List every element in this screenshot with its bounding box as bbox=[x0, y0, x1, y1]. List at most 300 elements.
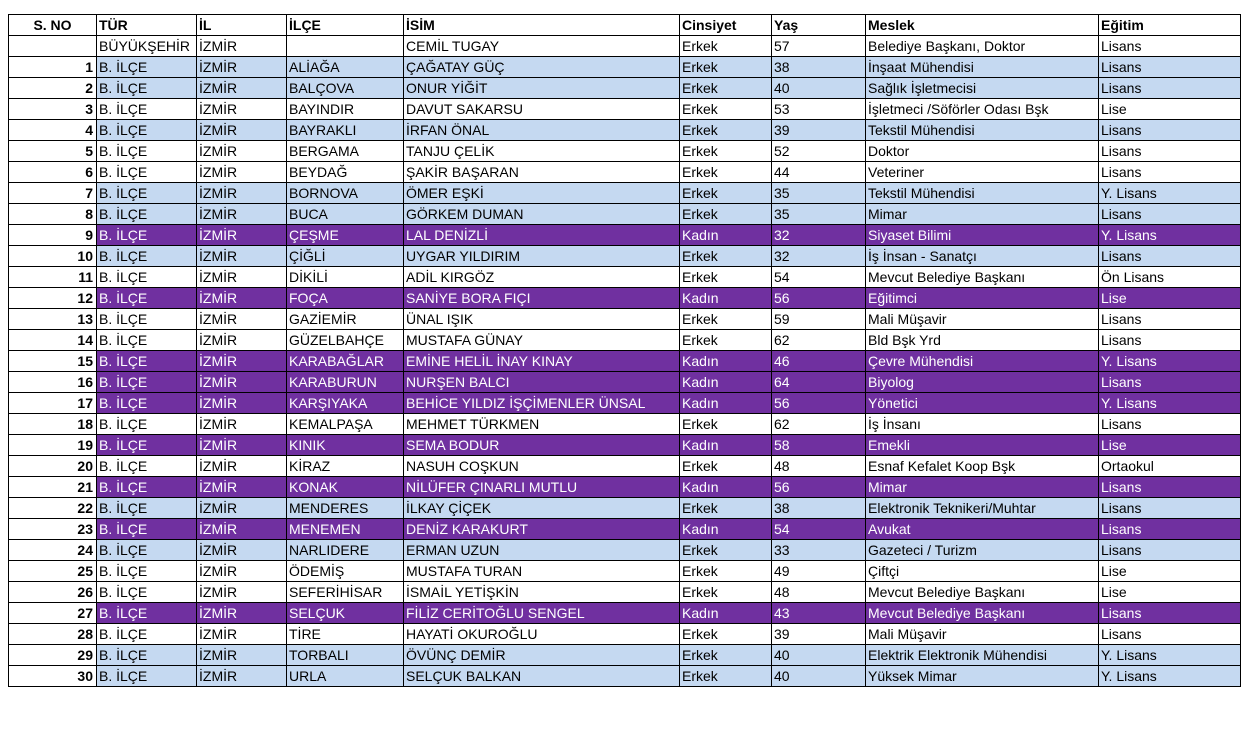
cell-isim[interactable]: ONUR YİĞİT bbox=[404, 78, 680, 99]
cell-il[interactable]: İZMİR bbox=[197, 519, 287, 540]
cell-s-no[interactable]: 5 bbox=[9, 141, 97, 162]
cell-cinsiyet[interactable]: Erkek bbox=[680, 561, 772, 582]
cell-s-no[interactable]: 18 bbox=[9, 414, 97, 435]
cell-ilce[interactable]: KARABAĞLAR bbox=[287, 351, 404, 372]
cell-egitim[interactable]: Y. Lisans bbox=[1099, 225, 1241, 246]
cell-isim[interactable]: ADİL KIRGÖZ bbox=[404, 267, 680, 288]
cell-cinsiyet[interactable]: Erkek bbox=[680, 645, 772, 666]
cell-tur[interactable]: BÜYÜKŞEHİR bbox=[97, 36, 197, 57]
cell-meslek[interactable]: Elektronik Teknikeri/Muhtar bbox=[866, 498, 1099, 519]
cell-egitim[interactable]: Lisans bbox=[1099, 624, 1241, 645]
candidates-table bbox=[8, 14, 1241, 687]
cell-yas[interactable]: 48 bbox=[772, 456, 866, 477]
cell-isim[interactable]: SELÇUK BALKAN bbox=[404, 666, 680, 687]
cell-isim[interactable]: DAVUT SAKARSU bbox=[404, 99, 680, 120]
cell-egitim[interactable]: Lisans bbox=[1099, 477, 1241, 498]
cell-cinsiyet[interactable]: Erkek bbox=[680, 267, 772, 288]
cell-meslek[interactable]: Avukat bbox=[866, 519, 1099, 540]
cell-tur[interactable]: B. İLÇE bbox=[97, 141, 197, 162]
cell-meslek[interactable]: İş İnsan - Sanatçı bbox=[866, 246, 1099, 267]
cell-il[interactable]: İZMİR bbox=[197, 645, 287, 666]
cell-egitim[interactable]: Lisans bbox=[1099, 120, 1241, 141]
cell-isim[interactable]: NURŞEN BALCI bbox=[404, 372, 680, 393]
cell-tur[interactable]: B. İLÇE bbox=[97, 309, 197, 330]
cell-cinsiyet[interactable]: Erkek bbox=[680, 624, 772, 645]
header-egitim: Eğitim bbox=[1099, 15, 1241, 36]
cell-isim[interactable]: İRFAN ÖNAL bbox=[404, 120, 680, 141]
cell-isim[interactable]: ÜNAL IŞIK bbox=[404, 309, 680, 330]
cell-meslek[interactable]: Siyaset Bilimi bbox=[866, 225, 1099, 246]
cell-s-no[interactable]: 6 bbox=[9, 162, 97, 183]
table-row bbox=[9, 351, 1241, 372]
cell-tur[interactable]: B. İLÇE bbox=[97, 351, 197, 372]
cell-cinsiyet[interactable]: Erkek bbox=[680, 162, 772, 183]
cell-ilce[interactable]: KEMALPAŞA bbox=[287, 414, 404, 435]
cell-yas[interactable]: 56 bbox=[772, 393, 866, 414]
cell-tur[interactable]: B. İLÇE bbox=[97, 561, 197, 582]
cell-meslek[interactable]: Mali Müşavir bbox=[866, 309, 1099, 330]
cell-egitim[interactable]: Ortaokul bbox=[1099, 456, 1241, 477]
cell-yas[interactable]: 49 bbox=[772, 561, 866, 582]
cell-il[interactable]: İZMİR bbox=[197, 498, 287, 519]
cell-ilce[interactable]: BAYRAKLI bbox=[287, 120, 404, 141]
cell-s-no[interactable]: 26 bbox=[9, 582, 97, 603]
cell-il[interactable]: İZMİR bbox=[197, 99, 287, 120]
cell-ilce[interactable]: BAYINDIR bbox=[287, 99, 404, 120]
cell-s-no[interactable]: 2 bbox=[9, 78, 97, 99]
cell-ilce[interactable]: SEFERİHİSAR bbox=[287, 582, 404, 603]
cell-yas[interactable]: 33 bbox=[772, 540, 866, 561]
cell-s-no[interactable]: 9 bbox=[9, 225, 97, 246]
cell-meslek[interactable]: Mevcut Belediye Başkanı bbox=[866, 267, 1099, 288]
cell-meslek[interactable]: Gazeteci / Turizm bbox=[866, 540, 1099, 561]
cell-meslek[interactable]: Yüksek Mimar bbox=[866, 666, 1099, 687]
table-row bbox=[9, 246, 1241, 267]
cell-s-no[interactable]: 29 bbox=[9, 645, 97, 666]
cell-ilce[interactable]: BALÇOVA bbox=[287, 78, 404, 99]
cell-isim[interactable]: DENİZ KARAKURT bbox=[404, 519, 680, 540]
cell-meslek[interactable]: Mevcut Belediye Başkanı bbox=[866, 582, 1099, 603]
cell-yas[interactable]: 54 bbox=[772, 267, 866, 288]
cell-il[interactable]: İZMİR bbox=[197, 372, 287, 393]
cell-ilce[interactable] bbox=[287, 36, 404, 57]
cell-cinsiyet[interactable]: Erkek bbox=[680, 204, 772, 225]
cell-tur[interactable]: B. İLÇE bbox=[97, 498, 197, 519]
cell-isim[interactable]: SANİYE BORA FIÇI bbox=[404, 288, 680, 309]
cell-s-no[interactable]: 15 bbox=[9, 351, 97, 372]
cell-isim[interactable]: TANJU ÇELİK bbox=[404, 141, 680, 162]
cell-il[interactable]: İZMİR bbox=[197, 162, 287, 183]
cell-ilce[interactable]: BEYDAĞ bbox=[287, 162, 404, 183]
cell-egitim[interactable]: Lisans bbox=[1099, 36, 1241, 57]
cell-egitim[interactable]: Lisans bbox=[1099, 414, 1241, 435]
cell-cinsiyet[interactable]: Kadın bbox=[680, 393, 772, 414]
cell-meslek[interactable]: Mimar bbox=[866, 204, 1099, 225]
cell-yas[interactable]: 40 bbox=[772, 78, 866, 99]
cell-isim[interactable]: CEMİL TUGAY bbox=[404, 36, 680, 57]
cell-tur[interactable]: B. İLÇE bbox=[97, 330, 197, 351]
cell-s-no[interactable]: 4 bbox=[9, 120, 97, 141]
cell-s-no[interactable]: 27 bbox=[9, 603, 97, 624]
cell-ilce[interactable]: KİRAZ bbox=[287, 456, 404, 477]
cell-meslek[interactable]: Belediye Başkanı, Doktor bbox=[866, 36, 1099, 57]
cell-yas[interactable]: 62 bbox=[772, 414, 866, 435]
cell-egitim[interactable]: Lise bbox=[1099, 288, 1241, 309]
table-row bbox=[9, 99, 1241, 120]
cell-cinsiyet[interactable]: Erkek bbox=[680, 666, 772, 687]
cell-s-no[interactable]: 30 bbox=[9, 666, 97, 687]
cell-egitim[interactable]: Y. Lisans bbox=[1099, 645, 1241, 666]
cell-yas[interactable]: 38 bbox=[772, 498, 866, 519]
cell-il[interactable]: İZMİR bbox=[197, 477, 287, 498]
cell-yas[interactable]: 58 bbox=[772, 435, 866, 456]
cell-tur[interactable]: B. İLÇE bbox=[97, 414, 197, 435]
cell-ilce[interactable]: NARLIDERE bbox=[287, 540, 404, 561]
cell-isim[interactable]: MUSTAFA TURAN bbox=[404, 561, 680, 582]
cell-il[interactable]: İZMİR bbox=[197, 309, 287, 330]
cell-il[interactable]: İZMİR bbox=[197, 57, 287, 78]
cell-meslek[interactable]: Mali Müşavir bbox=[866, 624, 1099, 645]
cell-s-no[interactable]: 3 bbox=[9, 99, 97, 120]
cell-meslek[interactable]: Sağlık İşletmecisi bbox=[866, 78, 1099, 99]
header-row bbox=[9, 15, 1241, 36]
cell-yas[interactable]: 52 bbox=[772, 141, 866, 162]
cell-isim[interactable]: NASUH COŞKUN bbox=[404, 456, 680, 477]
cell-cinsiyet[interactable]: Erkek bbox=[680, 540, 772, 561]
cell-meslek[interactable]: Mimar bbox=[866, 477, 1099, 498]
cell-yas[interactable]: 43 bbox=[772, 603, 866, 624]
cell-tur[interactable]: B. İLÇE bbox=[97, 666, 197, 687]
table-row bbox=[9, 561, 1241, 582]
cell-s-no[interactable]: 25 bbox=[9, 561, 97, 582]
cell-isim[interactable]: NİLÜFER ÇINARLI MUTLU bbox=[404, 477, 680, 498]
cell-il[interactable]: İZMİR bbox=[197, 36, 287, 57]
cell-cinsiyet[interactable]: Kadın bbox=[680, 372, 772, 393]
cell-tur[interactable]: B. İLÇE bbox=[97, 624, 197, 645]
cell-ilce[interactable]: ÖDEMİŞ bbox=[287, 561, 404, 582]
cell-il[interactable]: İZMİR bbox=[197, 78, 287, 99]
header-cinsiyet: Cinsiyet bbox=[680, 15, 772, 36]
cell-cinsiyet[interactable]: Kadın bbox=[680, 225, 772, 246]
cell-meslek[interactable]: Tekstil Mühendisi bbox=[866, 183, 1099, 204]
cell-egitim[interactable]: Lisans bbox=[1099, 540, 1241, 561]
cell-s-no[interactable] bbox=[9, 36, 97, 57]
cell-tur[interactable]: B. İLÇE bbox=[97, 162, 197, 183]
cell-cinsiyet[interactable]: Erkek bbox=[680, 120, 772, 141]
cell-cinsiyet[interactable]: Erkek bbox=[680, 57, 772, 78]
cell-meslek[interactable]: Mevcut Belediye Başkanı bbox=[866, 603, 1099, 624]
cell-il[interactable]: İZMİR bbox=[197, 141, 287, 162]
cell-il[interactable]: İZMİR bbox=[197, 267, 287, 288]
header-il: İL bbox=[197, 15, 287, 36]
cell-ilce[interactable]: GAZİEMİR bbox=[287, 309, 404, 330]
cell-cinsiyet[interactable]: Erkek bbox=[680, 99, 772, 120]
cell-egitim[interactable]: Y. Lisans bbox=[1099, 393, 1241, 414]
cell-s-no[interactable]: 22 bbox=[9, 498, 97, 519]
cell-tur[interactable]: B. İLÇE bbox=[97, 204, 197, 225]
cell-s-no[interactable]: 23 bbox=[9, 519, 97, 540]
cell-ilce[interactable]: MENEMEN bbox=[287, 519, 404, 540]
cell-tur[interactable]: B. İLÇE bbox=[97, 435, 197, 456]
cell-tur[interactable]: B. İLÇE bbox=[97, 225, 197, 246]
cell-ilce[interactable]: KARŞIYAKA bbox=[287, 393, 404, 414]
cell-tur[interactable]: B. İLÇE bbox=[97, 456, 197, 477]
cell-egitim[interactable]: Y. Lisans bbox=[1099, 183, 1241, 204]
table-row bbox=[9, 78, 1241, 99]
cell-s-no[interactable]: 24 bbox=[9, 540, 97, 561]
cell-s-no[interactable]: 14 bbox=[9, 330, 97, 351]
cell-egitim[interactable]: Lisans bbox=[1099, 162, 1241, 183]
cell-s-no[interactable]: 12 bbox=[9, 288, 97, 309]
table-row bbox=[9, 57, 1241, 78]
cell-yas[interactable]: 40 bbox=[772, 645, 866, 666]
cell-meslek[interactable]: Elektrik Elektronik Mühendisi bbox=[866, 645, 1099, 666]
cell-egitim[interactable]: Lisans bbox=[1099, 603, 1241, 624]
cell-ilce[interactable]: TORBALI bbox=[287, 645, 404, 666]
cell-isim[interactable]: ÖVÜNÇ DEMİR bbox=[404, 645, 680, 666]
cell-egitim[interactable]: Lisans bbox=[1099, 141, 1241, 162]
cell-egitim[interactable]: Lise bbox=[1099, 435, 1241, 456]
cell-egitim[interactable]: Lisans bbox=[1099, 498, 1241, 519]
cell-yas[interactable]: 39 bbox=[772, 120, 866, 141]
cell-meslek[interactable]: Bld Bşk Yrd bbox=[866, 330, 1099, 351]
cell-egitim[interactable]: Lisans bbox=[1099, 372, 1241, 393]
cell-cinsiyet[interactable]: Erkek bbox=[680, 246, 772, 267]
cell-egitim[interactable]: Lisans bbox=[1099, 204, 1241, 225]
cell-tur[interactable]: B. İLÇE bbox=[97, 120, 197, 141]
cell-cinsiyet[interactable]: Kadın bbox=[680, 477, 772, 498]
cell-isim[interactable]: EMİNE HELİL İNAY KINAY bbox=[404, 351, 680, 372]
cell-ilce[interactable]: BUCA bbox=[287, 204, 404, 225]
cell-il[interactable]: İZMİR bbox=[197, 624, 287, 645]
cell-yas[interactable]: 53 bbox=[772, 99, 866, 120]
cell-isim[interactable]: LAL DENİZLİ bbox=[404, 225, 680, 246]
cell-meslek[interactable]: İnşaat Mühendisi bbox=[866, 57, 1099, 78]
cell-ilce[interactable]: BERGAMA bbox=[287, 141, 404, 162]
cell-s-no[interactable]: 16 bbox=[9, 372, 97, 393]
cell-ilce[interactable]: ÇEŞME bbox=[287, 225, 404, 246]
cell-tur[interactable]: B. İLÇE bbox=[97, 477, 197, 498]
cell-isim[interactable]: ŞAKİR BAŞARAN bbox=[404, 162, 680, 183]
cell-il[interactable]: İZMİR bbox=[197, 246, 287, 267]
cell-cinsiyet[interactable]: Erkek bbox=[680, 582, 772, 603]
cell-il[interactable]: İZMİR bbox=[197, 603, 287, 624]
cell-ilce[interactable]: KINIK bbox=[287, 435, 404, 456]
cell-egitim[interactable]: Lisans bbox=[1099, 309, 1241, 330]
cell-isim[interactable]: SEMA BODUR bbox=[404, 435, 680, 456]
cell-il[interactable]: İZMİR bbox=[197, 288, 287, 309]
cell-il[interactable]: İZMİR bbox=[197, 330, 287, 351]
cell-il[interactable]: İZMİR bbox=[197, 120, 287, 141]
cell-yas[interactable]: 59 bbox=[772, 309, 866, 330]
cell-yas[interactable]: 38 bbox=[772, 57, 866, 78]
cell-cinsiyet[interactable]: Kadın bbox=[680, 435, 772, 456]
cell-tur[interactable]: B. İLÇE bbox=[97, 540, 197, 561]
cell-yas[interactable]: 48 bbox=[772, 582, 866, 603]
cell-cinsiyet[interactable]: Erkek bbox=[680, 456, 772, 477]
cell-isim[interactable]: ERMAN UZUN bbox=[404, 540, 680, 561]
table-row bbox=[9, 456, 1241, 477]
cell-il[interactable]: İZMİR bbox=[197, 582, 287, 603]
cell-cinsiyet[interactable]: Kadın bbox=[680, 351, 772, 372]
cell-cinsiyet[interactable]: Kadın bbox=[680, 519, 772, 540]
cell-egitim[interactable]: Y. Lisans bbox=[1099, 666, 1241, 687]
cell-meslek[interactable]: Veteriner bbox=[866, 162, 1099, 183]
cell-yas[interactable]: 56 bbox=[772, 288, 866, 309]
cell-yas[interactable]: 62 bbox=[772, 330, 866, 351]
cell-cinsiyet[interactable]: Erkek bbox=[680, 498, 772, 519]
table-row bbox=[9, 267, 1241, 288]
cell-isim[interactable]: FİLİZ CERİTOĞLU SENGEL bbox=[404, 603, 680, 624]
cell-tur[interactable]: B. İLÇE bbox=[97, 372, 197, 393]
cell-egitim[interactable]: Lise bbox=[1099, 99, 1241, 120]
cell-ilce[interactable]: ÇİĞLİ bbox=[287, 246, 404, 267]
cell-s-no[interactable]: 8 bbox=[9, 204, 97, 225]
cell-cinsiyet[interactable]: Erkek bbox=[680, 309, 772, 330]
cell-s-no[interactable]: 28 bbox=[9, 624, 97, 645]
cell-tur[interactable]: B. İLÇE bbox=[97, 393, 197, 414]
cell-isim[interactable]: İSMAİL YETİŞKİN bbox=[404, 582, 680, 603]
cell-ilce[interactable]: KARABURUN bbox=[287, 372, 404, 393]
cell-meslek[interactable]: Tekstil Mühendisi bbox=[866, 120, 1099, 141]
table-row bbox=[9, 393, 1241, 414]
cell-meslek[interactable]: Biyolog bbox=[866, 372, 1099, 393]
table-row bbox=[9, 540, 1241, 561]
cell-cinsiyet[interactable]: Kadın bbox=[680, 603, 772, 624]
cell-meslek[interactable]: Eğitimci bbox=[866, 288, 1099, 309]
cell-egitim[interactable]: Lisans bbox=[1099, 78, 1241, 99]
cell-yas[interactable]: 56 bbox=[772, 477, 866, 498]
cell-egitim[interactable]: Lisans bbox=[1099, 330, 1241, 351]
cell-yas[interactable]: 64 bbox=[772, 372, 866, 393]
cell-yas[interactable]: 32 bbox=[772, 225, 866, 246]
cell-s-no[interactable]: 20 bbox=[9, 456, 97, 477]
cell-il[interactable]: İZMİR bbox=[197, 183, 287, 204]
cell-isim[interactable]: BEHİCE YILDIZ İŞÇİMENLER ÜNSAL bbox=[404, 393, 680, 414]
cell-isim[interactable]: UYGAR YILDIRIM bbox=[404, 246, 680, 267]
cell-egitim[interactable]: Ön Lisans bbox=[1099, 267, 1241, 288]
cell-tur[interactable]: B. İLÇE bbox=[97, 519, 197, 540]
cell-tur[interactable]: B. İLÇE bbox=[97, 246, 197, 267]
cell-cinsiyet[interactable]: Erkek bbox=[680, 141, 772, 162]
cell-ilce[interactable]: ALİAĞA bbox=[287, 57, 404, 78]
cell-isim[interactable]: ÖMER EŞKİ bbox=[404, 183, 680, 204]
cell-cinsiyet[interactable]: Erkek bbox=[680, 78, 772, 99]
cell-il[interactable]: İZMİR bbox=[197, 204, 287, 225]
cell-meslek[interactable]: Çiftçi bbox=[866, 561, 1099, 582]
cell-cinsiyet[interactable]: Erkek bbox=[680, 36, 772, 57]
table-row bbox=[9, 183, 1241, 204]
cell-meslek[interactable]: Emekli bbox=[866, 435, 1099, 456]
cell-isim[interactable]: GÖRKEM DUMAN bbox=[404, 204, 680, 225]
cell-yas[interactable]: 40 bbox=[772, 666, 866, 687]
cell-egitim[interactable]: Lisans bbox=[1099, 246, 1241, 267]
cell-meslek[interactable]: İşletmeci /Söförler Odası Bşk bbox=[866, 99, 1099, 120]
table-row bbox=[9, 225, 1241, 246]
cell-s-no[interactable]: 1 bbox=[9, 57, 97, 78]
table-row bbox=[9, 330, 1241, 351]
cell-tur[interactable]: B. İLÇE bbox=[97, 288, 197, 309]
cell-s-no[interactable]: 21 bbox=[9, 477, 97, 498]
cell-ilce[interactable]: DİKİLİ bbox=[287, 267, 404, 288]
cell-ilce[interactable]: TİRE bbox=[287, 624, 404, 645]
cell-il[interactable]: İZMİR bbox=[197, 435, 287, 456]
cell-il[interactable]: İZMİR bbox=[197, 393, 287, 414]
cell-cinsiyet[interactable]: Erkek bbox=[680, 414, 772, 435]
cell-il[interactable]: İZMİR bbox=[197, 351, 287, 372]
cell-s-no[interactable]: 17 bbox=[9, 393, 97, 414]
cell-il[interactable]: İZMİR bbox=[197, 561, 287, 582]
cell-tur[interactable]: B. İLÇE bbox=[97, 645, 197, 666]
cell-tur[interactable]: B. İLÇE bbox=[97, 99, 197, 120]
cell-tur[interactable]: B. İLÇE bbox=[97, 603, 197, 624]
cell-cinsiyet[interactable]: Kadın bbox=[680, 288, 772, 309]
cell-isim[interactable]: MUSTAFA GÜNAY bbox=[404, 330, 680, 351]
cell-il[interactable]: İZMİR bbox=[197, 414, 287, 435]
cell-s-no[interactable]: 13 bbox=[9, 309, 97, 330]
cell-il[interactable]: İZMİR bbox=[197, 666, 287, 687]
cell-ilce[interactable]: BORNOVA bbox=[287, 183, 404, 204]
cell-ilce[interactable]: FOÇA bbox=[287, 288, 404, 309]
cell-cinsiyet[interactable]: Erkek bbox=[680, 330, 772, 351]
cell-egitim[interactable]: Lise bbox=[1099, 582, 1241, 603]
cell-tur[interactable]: B. İLÇE bbox=[97, 183, 197, 204]
cell-egitim[interactable]: Lisans bbox=[1099, 57, 1241, 78]
cell-egitim[interactable]: Lise bbox=[1099, 561, 1241, 582]
cell-ilce[interactable]: GÜZELBAHÇE bbox=[287, 330, 404, 351]
cell-cinsiyet[interactable]: Erkek bbox=[680, 183, 772, 204]
cell-yas[interactable]: 46 bbox=[772, 351, 866, 372]
cell-yas[interactable]: 35 bbox=[772, 204, 866, 225]
cell-egitim[interactable]: Lisans bbox=[1099, 519, 1241, 540]
cell-meslek[interactable]: Esnaf Kefalet Koop Bşk bbox=[866, 456, 1099, 477]
cell-isim[interactable]: MEHMET TÜRKMEN bbox=[404, 414, 680, 435]
cell-yas[interactable]: 35 bbox=[772, 183, 866, 204]
cell-isim[interactable]: İLKAY ÇİÇEK bbox=[404, 498, 680, 519]
cell-yas[interactable]: 32 bbox=[772, 246, 866, 267]
cell-ilce[interactable]: SELÇUK bbox=[287, 603, 404, 624]
cell-yas[interactable]: 57 bbox=[772, 36, 866, 57]
cell-s-no[interactable]: 11 bbox=[9, 267, 97, 288]
table-row bbox=[9, 141, 1241, 162]
cell-yas[interactable]: 44 bbox=[772, 162, 866, 183]
cell-egitim[interactable]: Y. Lisans bbox=[1099, 351, 1241, 372]
cell-tur[interactable]: B. İLÇE bbox=[97, 57, 197, 78]
cell-s-no[interactable]: 10 bbox=[9, 246, 97, 267]
cell-s-no[interactable]: 19 bbox=[9, 435, 97, 456]
cell-s-no[interactable]: 7 bbox=[9, 183, 97, 204]
cell-ilce[interactable]: KONAK bbox=[287, 477, 404, 498]
cell-tur[interactable]: B. İLÇE bbox=[97, 78, 197, 99]
cell-ilce[interactable]: MENDERES bbox=[287, 498, 404, 519]
cell-yas[interactable]: 39 bbox=[772, 624, 866, 645]
cell-meslek[interactable]: Yönetici bbox=[866, 393, 1099, 414]
cell-tur[interactable]: B. İLÇE bbox=[97, 582, 197, 603]
cell-isim[interactable]: ÇAĞATAY GÜÇ bbox=[404, 57, 680, 78]
table-row bbox=[9, 582, 1241, 603]
cell-meslek[interactable]: İş İnsanı bbox=[866, 414, 1099, 435]
cell-meslek[interactable]: Çevre Mühendisi bbox=[866, 351, 1099, 372]
cell-yas[interactable]: 54 bbox=[772, 519, 866, 540]
cell-isim[interactable]: HAYATİ OKUROĞLU bbox=[404, 624, 680, 645]
cell-tur[interactable]: B. İLÇE bbox=[97, 267, 197, 288]
cell-il[interactable]: İZMİR bbox=[197, 225, 287, 246]
cell-il[interactable]: İZMİR bbox=[197, 540, 287, 561]
cell-il[interactable]: İZMİR bbox=[197, 456, 287, 477]
cell-meslek[interactable]: Doktor bbox=[866, 141, 1099, 162]
cell-ilce[interactable]: URLA bbox=[287, 666, 404, 687]
table-row bbox=[9, 666, 1241, 687]
